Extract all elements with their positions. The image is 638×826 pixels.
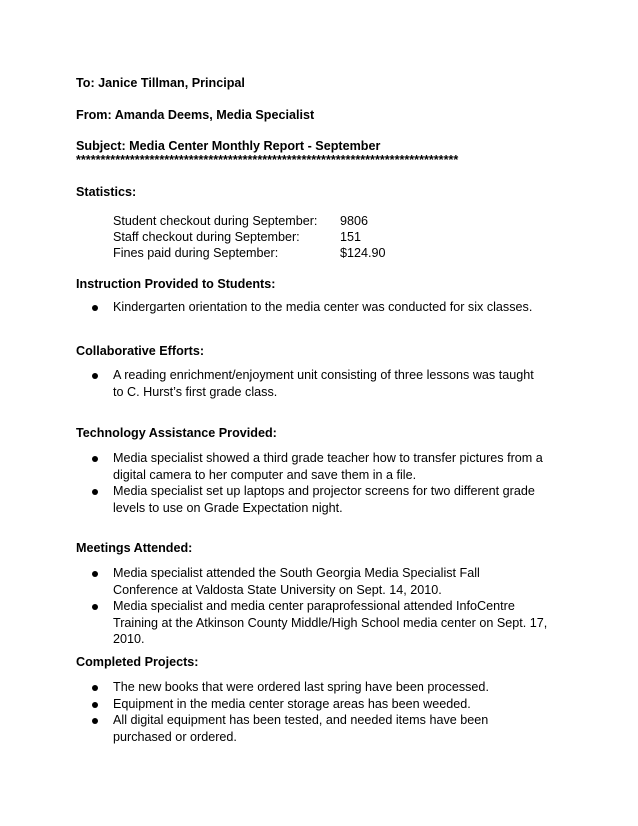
stat-row-fines [113,246,278,260]
bullet-icon [92,685,98,691]
technology-item: Media specialist set up laptops and projector screens for two different grade levels to use on Grade Expectation night. [113,484,535,515]
stat-value-student: 9806 [340,214,369,228]
technology-item: Media specialist showed a third grade teacher how to transfer pictures from a digital camera to her computer and save them in a file. [113,451,543,482]
memo-subject: Subject: Media Center Monthly Report - September [76,139,381,153]
instruction-heading: Instruction Provided to Students: [76,277,276,291]
statistics-heading: Statistics: [76,185,137,199]
stat-label: Staff checkout during September: [113,230,300,244]
stat-value-fines: $124.90 [340,246,386,260]
bullet-icon [92,489,98,495]
memo-from: From: Amanda Deems, Media Specialist [76,108,315,122]
bullet-icon [92,305,98,311]
memo-to: To: Janice Tillman, Principal [76,76,245,90]
completed-heading: Completed Projects: [76,655,199,669]
bullet-icon [92,718,98,724]
stat-value-staff: 151 [340,230,362,244]
stat-label: Student checkout during September: [113,214,318,228]
meetings-item: Media specialist attended the South Georgia Media Specialist Fall Conference at Valdosta State University on Sept. 14, 2010. [113,566,480,597]
bullet-icon [92,456,98,462]
technology-heading: Technology Assistance Provided: [76,426,277,440]
stat-label: Fines paid during September: [113,246,279,260]
meetings-heading: Meetings Attended: [76,541,193,555]
bullet-icon [92,373,98,379]
stat-row-student [113,214,317,228]
completed-item: All digital equipment has been tested, and needed items have been purchased or ordered. [113,713,489,744]
stat-row-staff [113,230,300,244]
instruction-item: Kindergarten orientation to the media center was conducted for six classes. [113,300,533,314]
completed-item: The new books that were ordered last spring have been processed. [113,680,489,694]
meetings-item: Media specialist and media center paraprofessional attended InfoCentre Training at the Atkinson County Middle/High School media center on Sept. 17, 2010. [113,599,548,646]
collaborative-heading: Collaborative Efforts: [76,344,205,358]
bullet-icon [92,702,98,708]
completed-item: Equipment in the media center storage areas has been weeded. [113,697,471,711]
bullet-icon [92,604,98,610]
collaborative-item: A reading enrichment/enjoyment unit consisting of three lessons was taught to C. Hurst’s first grade class. [113,368,534,399]
bullet-icon [92,571,98,577]
separator-line: ****************************************************************************** [76,153,459,167]
